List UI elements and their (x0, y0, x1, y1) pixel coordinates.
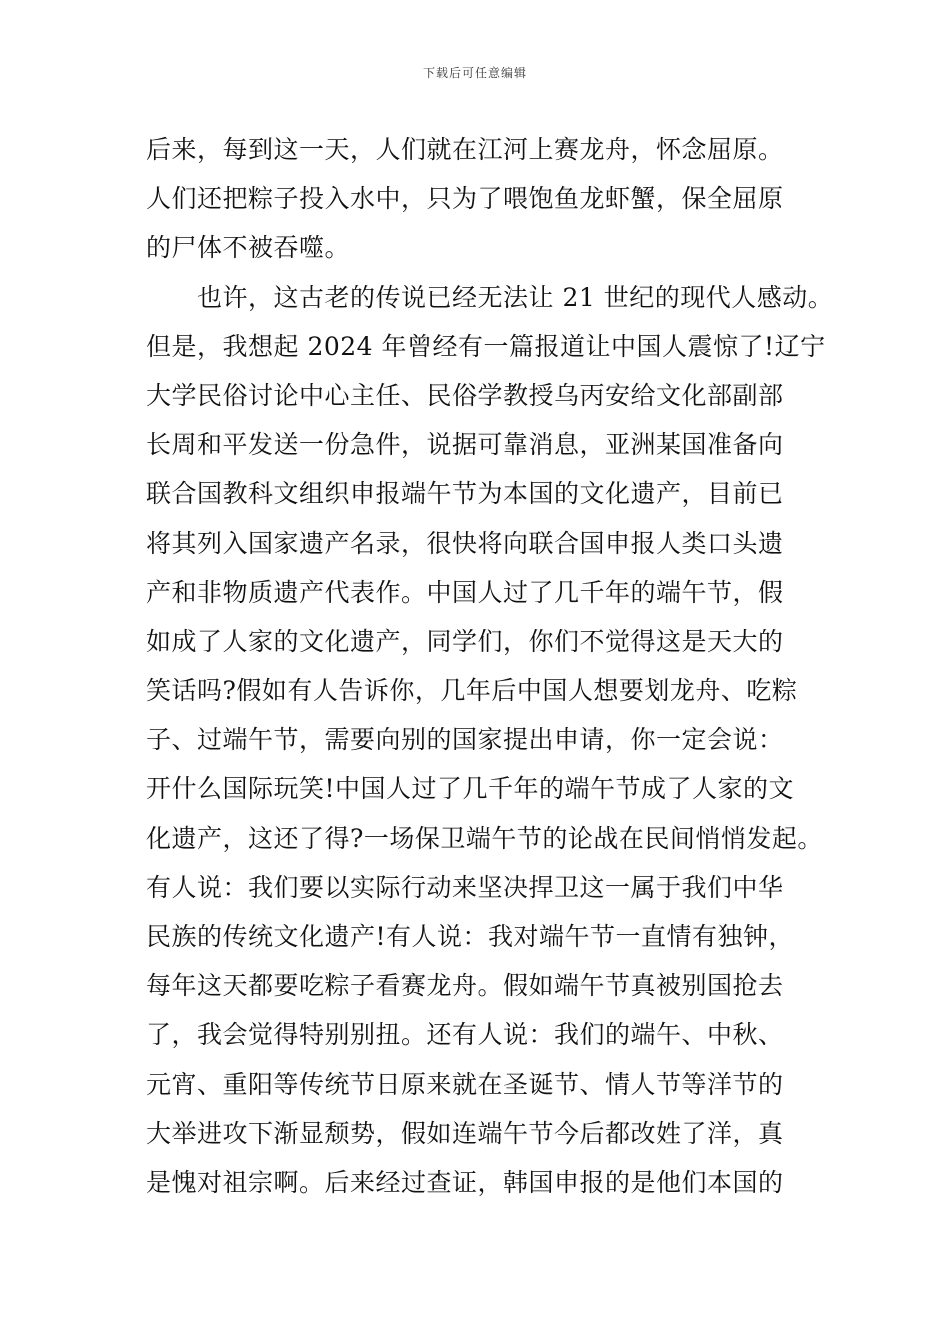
text-line: 也许，这古老的传说已经无法让 21 世纪的现代人感动。 (146, 282, 834, 312)
text-line: 将其列入国家遗产名录，很快将向联合国申报人类口头遗 (146, 528, 784, 558)
text-line: 长周和平发送一份急件，说据可靠消息，亚洲某国准备向 (146, 430, 784, 460)
body-text (146, 125, 834, 1207)
text-line: 子、过端午节，需要向别的国家提出申请，你一定会说： (146, 725, 784, 755)
text-line: 笑话吗?假如有人告诉你，几年后中国人想要划龙舟、吃粽 (146, 676, 798, 706)
text-line: 但是，我想起 2024 年曾经有一篇报道让中国人震惊了!辽宁 (146, 331, 826, 361)
text-line: 如成了人家的文化遗产，同学们，你们不觉得这是天大的 (146, 626, 784, 656)
text-line: 是愧对祖宗啊。后来经过查证，韩国申报的是他们本国的 (146, 1167, 784, 1197)
text-line: 大学民俗讨论中心主任、民俗学教授乌丙安给文化部副部 (146, 380, 784, 410)
text-line: 后来，每到这一天，人们就在江河上赛龙舟，怀念屈原。 (146, 135, 784, 164)
text-line: 的尸体不被吞噬。 (146, 233, 351, 263)
text-line: 大举进攻下渐显颓势，假如连端午节今后都改姓了洋，真 (146, 1118, 784, 1148)
text-line: 化遗产，这还了得?一场保卫端午节的论战在民间悄悄发起。 (146, 823, 823, 853)
text-line: 人们还把粽子投入水中，只为了喂饱鱼龙虾蟹，保全屈原 (146, 184, 784, 214)
page-header: 下载后可任意编辑 (422, 66, 527, 80)
text-line: 联合国教科文组织申报端午节为本国的文化遗产，目前已 (146, 479, 784, 509)
text-line: 民族的传统文化遗产!有人说：我对端午节一直情有独钟， (146, 922, 795, 951)
text-line: 元宵、重阳等传统节日原来就在圣诞节、情人节等洋节的 (146, 1069, 784, 1099)
text-line: 产和非物质遗产代表作。中国人过了几千年的端午节，假 (146, 577, 784, 607)
text-line: 开什么国际玩笑!中国人过了几千年的端午节成了人家的文 (146, 774, 795, 804)
text-line: 了，我会觉得特别别扭。还有人说：我们的端午、中秋、 (146, 1020, 784, 1050)
text-line: 每年这天都要吃粽子看赛龙舟。假如端午节真被别国抢去 (146, 971, 784, 1001)
text-line: 有人说：我们要以实际行动来坚决捍卫这一属于我们中华 (146, 872, 784, 902)
